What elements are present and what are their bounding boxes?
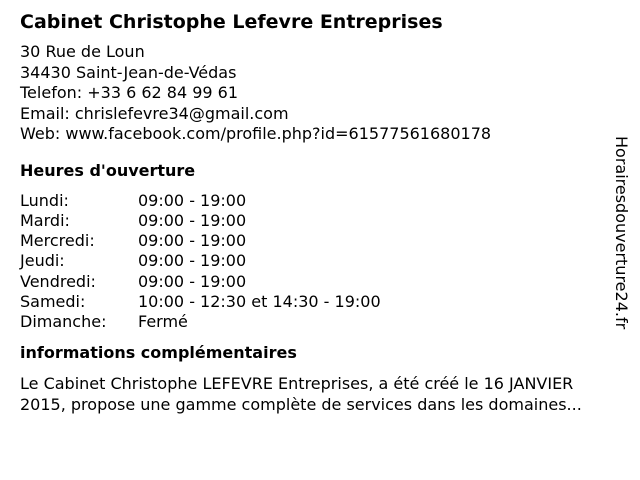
side-watermark-label: Horairesdouverture24.fr [612,136,631,330]
hours-row-dimanche [20,312,610,332]
day-label: Dimanche: [20,312,107,332]
web-line[interactable]: Web: www.facebook.com/profile.php?id=61577561680178 [20,124,492,143]
email-line[interactable]: Email: chrislefevre34@gmail.com [20,103,289,123]
time-value: 09:00 - 19:00 [138,251,247,271]
day-label: Vendredi: [20,271,96,291]
time-value: 09:00 - 19:00 [138,271,247,291]
day-label: Mercredi: [20,231,95,251]
hours-row-vendredi [20,272,610,292]
hours-row-samedi [20,292,610,312]
business-card [20,10,610,415]
business-name: Cabinet Christophe Lefevre Entreprises [20,11,443,33]
day-label: Mardi: [20,210,70,230]
time-value: Fermé [138,312,188,332]
time-value: 09:00 - 19:00 [138,231,247,251]
hours-row-jeudi [20,251,610,271]
description-line-2: 2015, propose une gamme complète de services dans les domaines... [20,394,582,414]
time-value: 09:00 - 19:00 [138,190,247,210]
day-label: Samedi: [20,291,86,311]
time-value: 10:00 - 12:30 et 14:30 - 19:00 [138,291,381,311]
info-title: informations complémentaires [20,342,297,362]
address-line-1: 30 Rue de Loun [20,42,145,61]
hours-table [20,191,610,333]
hours-row-mardi [20,211,610,231]
phone-line[interactable]: Telefon: +33 6 62 84 99 61 [20,83,239,102]
hours-row-lundi [20,191,610,211]
description-line-1: Le Cabinet Christophe LEFEVRE Entreprises, a été créé le 16 JANVIER [20,373,574,393]
time-value: 09:00 - 19:00 [138,210,247,230]
hours-row-mercredi [20,231,610,251]
hours-title: Heures d'ouverture [20,160,196,180]
day-label: Jeudi: [20,251,65,271]
day-label: Lundi: [20,190,69,210]
address-line-2: 34430 Saint-Jean-de-Védas [20,62,237,82]
